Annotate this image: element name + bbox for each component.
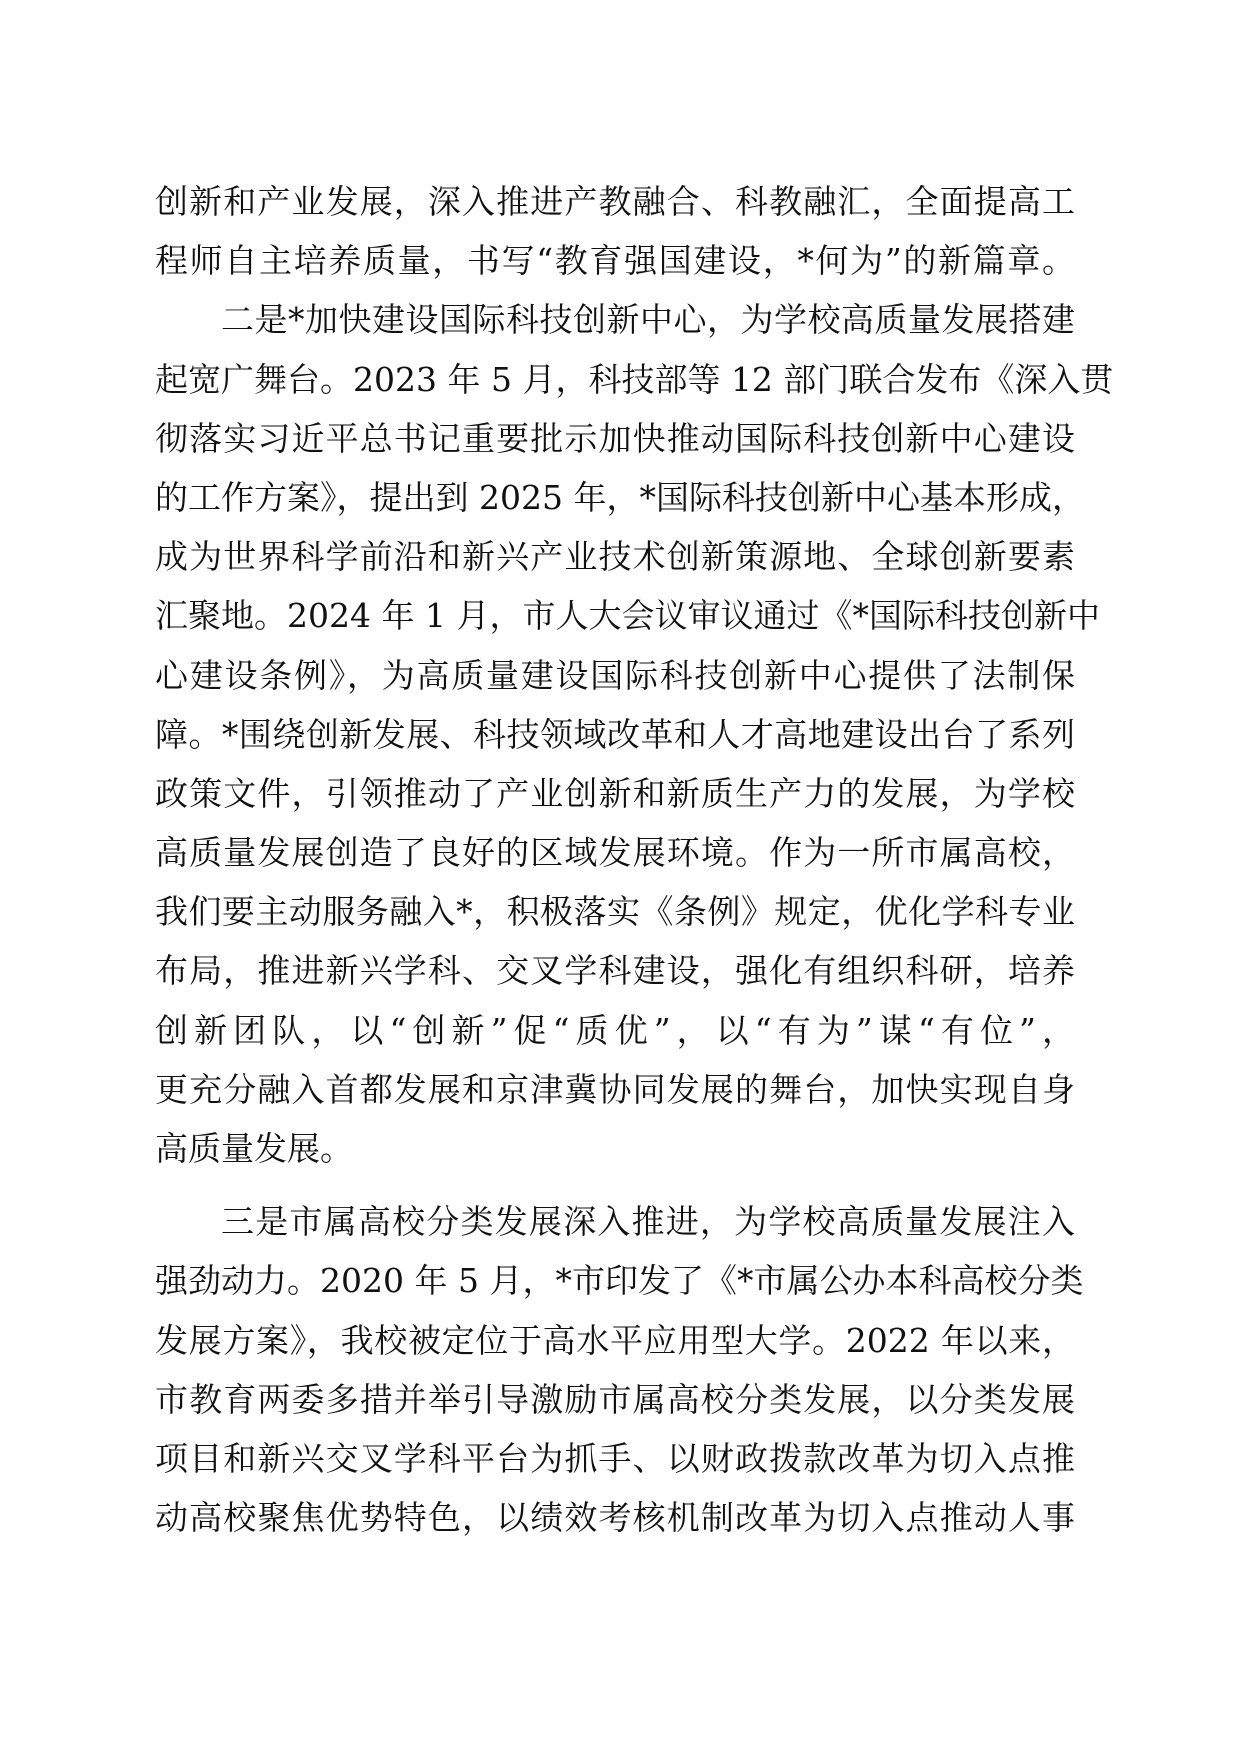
text-line: 布局，推进新兴学科、交叉学科建设，强化有组织科研，培养 [155,951,1075,991]
text-line: 心建设条例》，为高质量建设国际科技创新中心提供了法制保 [155,655,1075,695]
text-line: 彻落实习近平总书记重要批示加快推动国际科技创新中心建设 [155,418,1075,458]
text-line: 高质量发展创造了良好的区域发展环境。作为一所市属高校， [155,833,1075,873]
text-line: 起宽广舞台。2023 年 5 月，科技部等 12 部门联合发布《深入贯 [155,359,1114,399]
text-line: 二是*加快建设国际科技创新中心，为学校高质量发展搭建 [221,300,1075,340]
text-line: 项目和新兴交叉学科平台为抓手、以财政拨款改革为切入点推 [155,1438,1075,1478]
text-line: 三是市属高校分类发展深入推进，为学校高质量发展注入 [221,1202,1075,1242]
text-line: 创新和产业发展，深入推进产教融合、科教融汇，全面提高工 [155,182,1075,221]
text-line: 我们要主动服务融入*，积极落实《条例》规定，优化学科专业 [155,892,1075,932]
text-line: 高质量发展。 [155,1129,353,1168]
text-line: 更充分融入首都发展和京津冀协同发展的舞台，加快实现自身 [155,1069,1075,1109]
text-line: 程师自主培养质量，书写“教育强国建设，*何为”的新篇章。 [155,241,1075,281]
text-line: 障。*围绕创新发展、科技领域改革和人才高地建设出台了系列 [155,714,1075,754]
text-line: 动高校聚焦优势特色，以绩效考核机制改革为切入点推动人事 [155,1498,1075,1538]
text-line: 政策文件，引领推动了产业创新和新质生产力的发展，为学校 [155,773,1075,813]
body-text [155,172,1114,1547]
text-line: 的工作方案》，提出到 2025 年，*国际科技创新中心基本形成， [155,477,1085,517]
text-line: 创新团队，以“创新”促“质优”，以“有为”谋“有位”， [155,1010,1075,1050]
text-line: 汇聚地。2024 年 1 月，市人大会议审议通过《*国际科技创新中 [155,596,1100,636]
text-line: 市教育两委多措并举引导激励市属高校分类发展，以分类发展 [155,1379,1075,1419]
text-line: 强劲动力。2020 年 5 月，*市印发了《*市属公办本科高校分类 [155,1261,1084,1301]
text-line: 成为世界科学前沿和新兴产业技术创新策源地、全球创新要素 [155,537,1075,577]
text-line: 发展方案》，我校被定位于高水平应用型大学。2022 年以来， [155,1320,1075,1360]
